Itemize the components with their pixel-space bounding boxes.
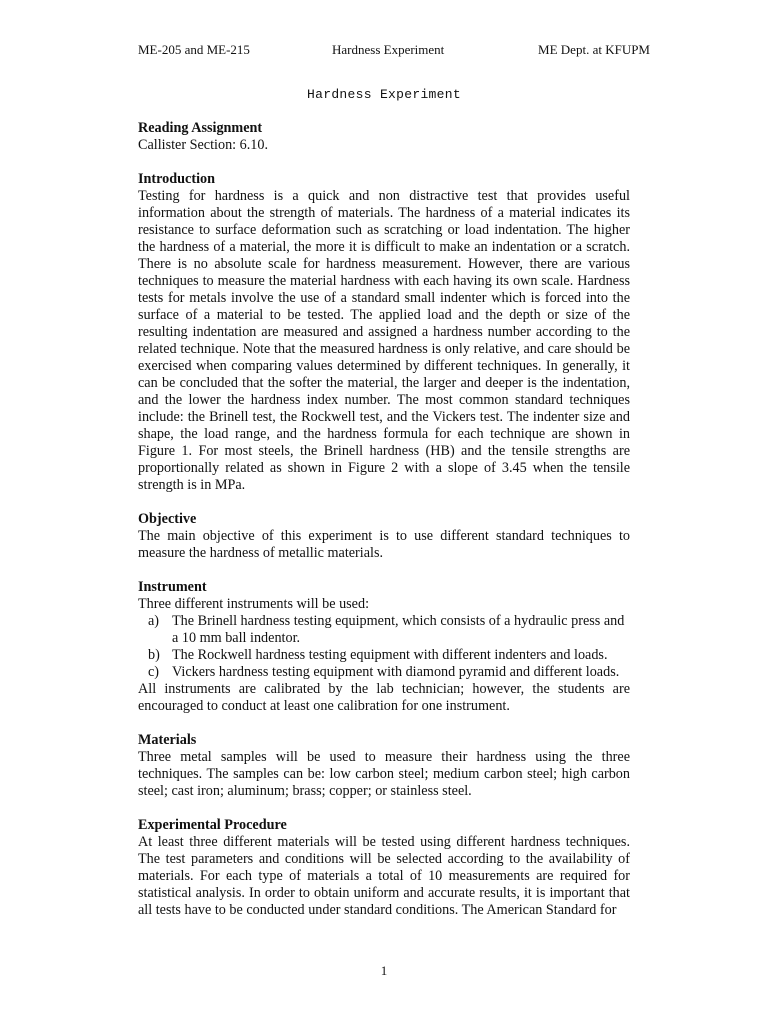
instrument-list xyxy=(138,613,630,681)
page-header xyxy=(138,42,650,60)
list-marker: a) xyxy=(148,613,160,629)
header-department: ME Dept. at KFUPM xyxy=(538,42,650,57)
heading-reading-assignment: Reading Assignment xyxy=(138,120,263,136)
header-course: ME-205 and ME-215 xyxy=(138,42,250,57)
list-marker: c) xyxy=(148,664,160,680)
section-experimental-procedure xyxy=(138,817,630,919)
section-objective xyxy=(138,511,630,562)
list-item xyxy=(148,613,630,647)
document-body xyxy=(138,120,630,936)
document-title: Hardness Experiment xyxy=(307,87,461,102)
heading-materials: Materials xyxy=(138,732,197,748)
heading-objective: Objective xyxy=(138,511,197,527)
instrument-intro: Three different instruments will be used: xyxy=(138,596,370,612)
section-reading-assignment xyxy=(138,120,630,154)
list-item xyxy=(148,664,630,681)
introduction-paragraph: Testing for hardness is a quick and non distractive test that provides useful information about the strength of materials. The hardness of a material indicates its resistance to surface deformation such as scratching or load indentation. The higher the hardness of a material, the more it is difficult to make an indentation or a scratch. There is no absolute scale for hardness measurement. However, there are various techniques to measure the material hardness with each having its own scale. Hardness tests for metals involve the use of a standard small indenter which is forced into the surface of a material to be tested. The applied load and the depth or size of the resulting indentation are measured and assigned a hardness number according to the related technique. Note that the measured hardness is only relative, and care should be exercised when comparing values determined by different techniques. In generally, it can be concluded that the softer the material, the larger and deeper is the indentation, and the lower the hardness index number. The most common standard techniques include: the Brinell test, the Rockwell test, and the Vickers test. The indenter size and shape, the load range, and the hardness formula for each technique are shown in Figure 1. For most steels, the Brinell hardness (HB) and the tensile strengths are proportionally related as shown in Figure 2 with a slope of 3.45 when the tensile strength is in MPa. xyxy=(138,188,630,493)
list-item-text: The Rockwell hardness testing equipment with different indenters and loads. xyxy=(172,647,608,663)
section-introduction xyxy=(138,171,630,494)
procedure-paragraph: At least three different materials will be tested using different hardness techniques. The test parameters and conditions will be selected according to the availability of materials. For each type of materials a total of 10 measurements are required for statistical analysis. In order to obtain uniform and accurate results, it is important that all tests have to be conducted under standard conditions. The American Standard for xyxy=(138,834,630,918)
list-item-text: The Brinell hardness testing equipment, which consists of a hydraulic press and a 10 mm ball indentor. xyxy=(172,613,625,646)
reading-assignment-text: Callister Section: 6.10. xyxy=(138,137,269,153)
header-topic: Hardness Experiment xyxy=(332,42,445,57)
heading-experimental-procedure: Experimental Procedure xyxy=(138,817,287,833)
list-marker: b) xyxy=(148,647,160,663)
objective-paragraph: The main objective of this experiment is to use different standard techniques to measure the hardness of metallic materials. xyxy=(138,528,630,561)
page-number: 1 xyxy=(380,963,388,978)
materials-paragraph: Three metal samples will be used to measure their hardness using the three techniques. The samples can be: low carbon steel; medium carbon steel; high carbon steel; cast iron; aluminum; brass; copper; or stainless steel. xyxy=(138,749,630,799)
heading-introduction: Introduction xyxy=(138,171,215,187)
section-materials xyxy=(138,732,630,800)
section-instrument xyxy=(138,579,630,715)
heading-instrument: Instrument xyxy=(138,579,207,595)
list-item xyxy=(148,647,630,664)
list-item-text: Vickers hardness testing equipment with diamond pyramid and different loads. xyxy=(172,664,620,680)
instrument-closing: All instruments are calibrated by the lab technician; however, the students are encouraged to conduct at least one calibration for one instrument. xyxy=(138,681,630,714)
